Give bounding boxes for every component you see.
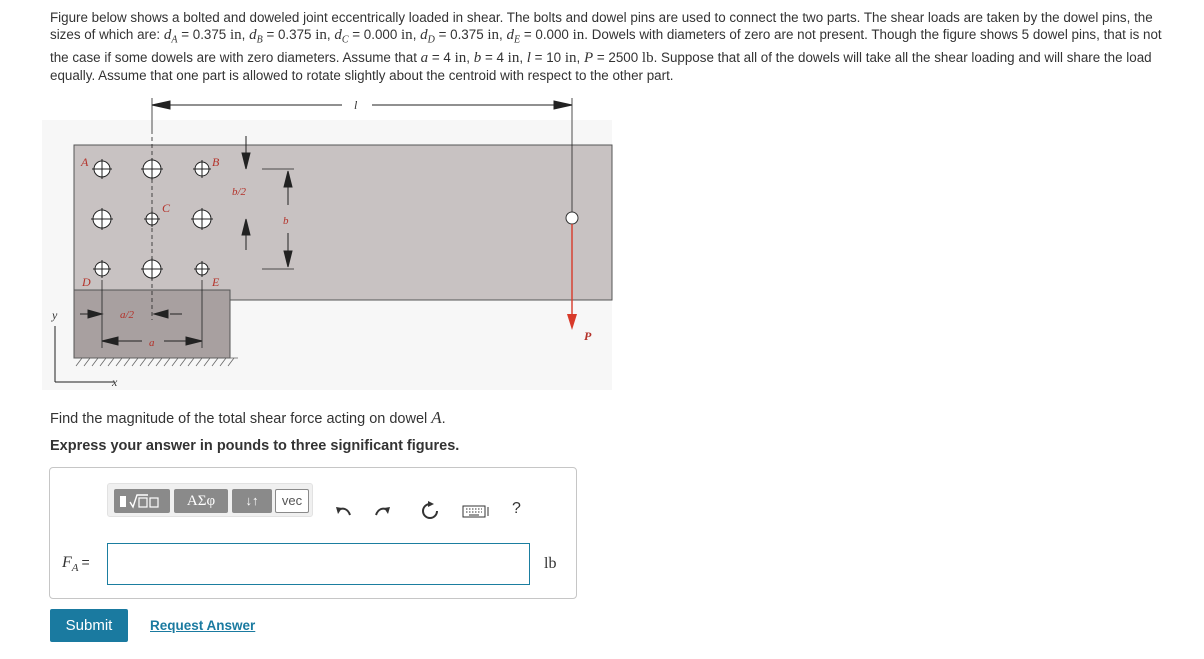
label-b-half: b/2 [232, 186, 247, 198]
label-a-half: a/2 [120, 309, 135, 321]
dC-symbol: d [334, 27, 342, 44]
label-a: a [149, 337, 155, 349]
a-unit: in [454, 50, 467, 67]
answer-var-symbol: F [62, 554, 72, 571]
answer-var-sub: A [71, 562, 79, 575]
P-symbol: P [583, 50, 594, 67]
dC-value: = 0.000 [348, 27, 402, 43]
answer-box [49, 467, 577, 599]
templates-button[interactable] [114, 489, 170, 513]
label-D: D [82, 275, 91, 289]
dC-sub: C [341, 34, 349, 46]
dB-value: = 0.375 [262, 27, 316, 43]
problem-mid: . Dowels with diameters of zero are not present. Though the figure shows 5 dowel pins, that is not the case if some dowels are with zero diameters. Assume that [50, 27, 1162, 66]
label-A: A [81, 155, 89, 169]
b-value: = 4 [481, 50, 508, 66]
redo-icon[interactable] [372, 503, 392, 519]
dD-sub: D [427, 34, 435, 46]
greek-button[interactable]: ΑΣφ [174, 489, 228, 513]
l-symbol: l [526, 50, 531, 67]
keyboard-icon[interactable] [462, 504, 492, 518]
label-y: y [52, 308, 58, 322]
label-B: B [212, 155, 220, 169]
dE-sub: E [514, 34, 521, 46]
P-unit: lb [641, 50, 654, 67]
help-button[interactable]: ? [512, 500, 521, 517]
dE-symbol: d [506, 27, 514, 44]
label-b: b [283, 215, 289, 227]
a-value: = 4 [428, 50, 455, 66]
dB-symbol: d [249, 27, 257, 44]
problem-intro: Figure below shows a bolted and doweled joint eccentrically loaded in shear. The bolts and dowel pins are used to connect the two parts. The shear loads are taken by the dowel pins, the sizes of which are: [50, 10, 1153, 43]
l-unit: in [564, 50, 577, 67]
problem-end: . Suppose that all of the dowels will take all the shear loading and will share the load equally. Assume that one part is allowed to rotate slightly about the centroid with respect to the other part. [50, 50, 1152, 84]
express-instruction: Express your answer in pounds to three significant figures. [50, 438, 460, 454]
math-toolbar [107, 483, 313, 517]
label-l: l [354, 98, 358, 112]
answer-equals: = [81, 554, 90, 570]
submit-button[interactable]: Submit [50, 609, 128, 642]
dD-value: = 0.375 [434, 27, 488, 43]
label-C: C [162, 201, 171, 215]
dE-value: = 0.000 [520, 27, 573, 43]
dE-unit: in [572, 27, 585, 44]
answer-variable [62, 554, 90, 574]
question-before: Find the magnitude of the total shear force acting on dowel [50, 411, 432, 427]
vec-button[interactable]: vec [275, 489, 309, 513]
joint-figure [42, 90, 622, 390]
load-point [566, 212, 578, 224]
label-x: x [112, 375, 118, 389]
request-answer-link[interactable]: Request Answer [150, 618, 256, 633]
dB-sub: B [256, 34, 263, 46]
arrows-button[interactable]: ↓↑ [232, 489, 272, 513]
answer-input[interactable] [107, 543, 530, 585]
problem-statement: Figure below shows a bolted and doweled joint eccentrically loaded in shear. The bolts and dowel pins are used to connect the two parts. The shear loads are taken by the dowel pins, the sizes of which are: $d_A = 0.375$ in, $d_B = 0.375$ in, $d_C = 0.000$ in, $d_D = 0.375$ in, $d_E = 0.000$ in. Dowels with diameters of zero are not present. Though the figure shows 5 dowel pins, that is not the case if some dowels are with zero diameters. Assume that a = 4 in, b = 4 in, l = 10 in, P = 2500 lb. Suppose that all of the dowels will take all the shear loading and will share the load equally. Assume that one part is allowed to rotate slightly about the centroid with respect to the other part. [50, 10, 1162, 84]
dA-symbol: d [163, 27, 172, 44]
question-dowel: A [431, 408, 442, 427]
answer-unit: lb [544, 555, 557, 572]
dA-value: = 0.375 [177, 27, 230, 43]
reset-icon[interactable] [420, 501, 440, 521]
templates-icon [114, 489, 170, 513]
dA-unit: in [229, 27, 242, 44]
label-E: E [212, 275, 220, 289]
P-value: = 2500 [593, 50, 642, 66]
dB-unit: in [315, 27, 327, 44]
b-symbol: b [473, 50, 482, 67]
question-text [50, 408, 446, 428]
question-after: . [441, 411, 446, 427]
l-value: = 10 [530, 50, 565, 66]
b-unit: in [507, 50, 520, 67]
dD-unit: in [487, 27, 500, 44]
dD-symbol: d [420, 27, 428, 44]
undo-icon[interactable] [334, 503, 354, 519]
label-P: P [584, 329, 592, 343]
dC-unit: in [401, 27, 413, 44]
a-symbol: a [420, 50, 429, 67]
dA-sub: A [171, 34, 178, 46]
